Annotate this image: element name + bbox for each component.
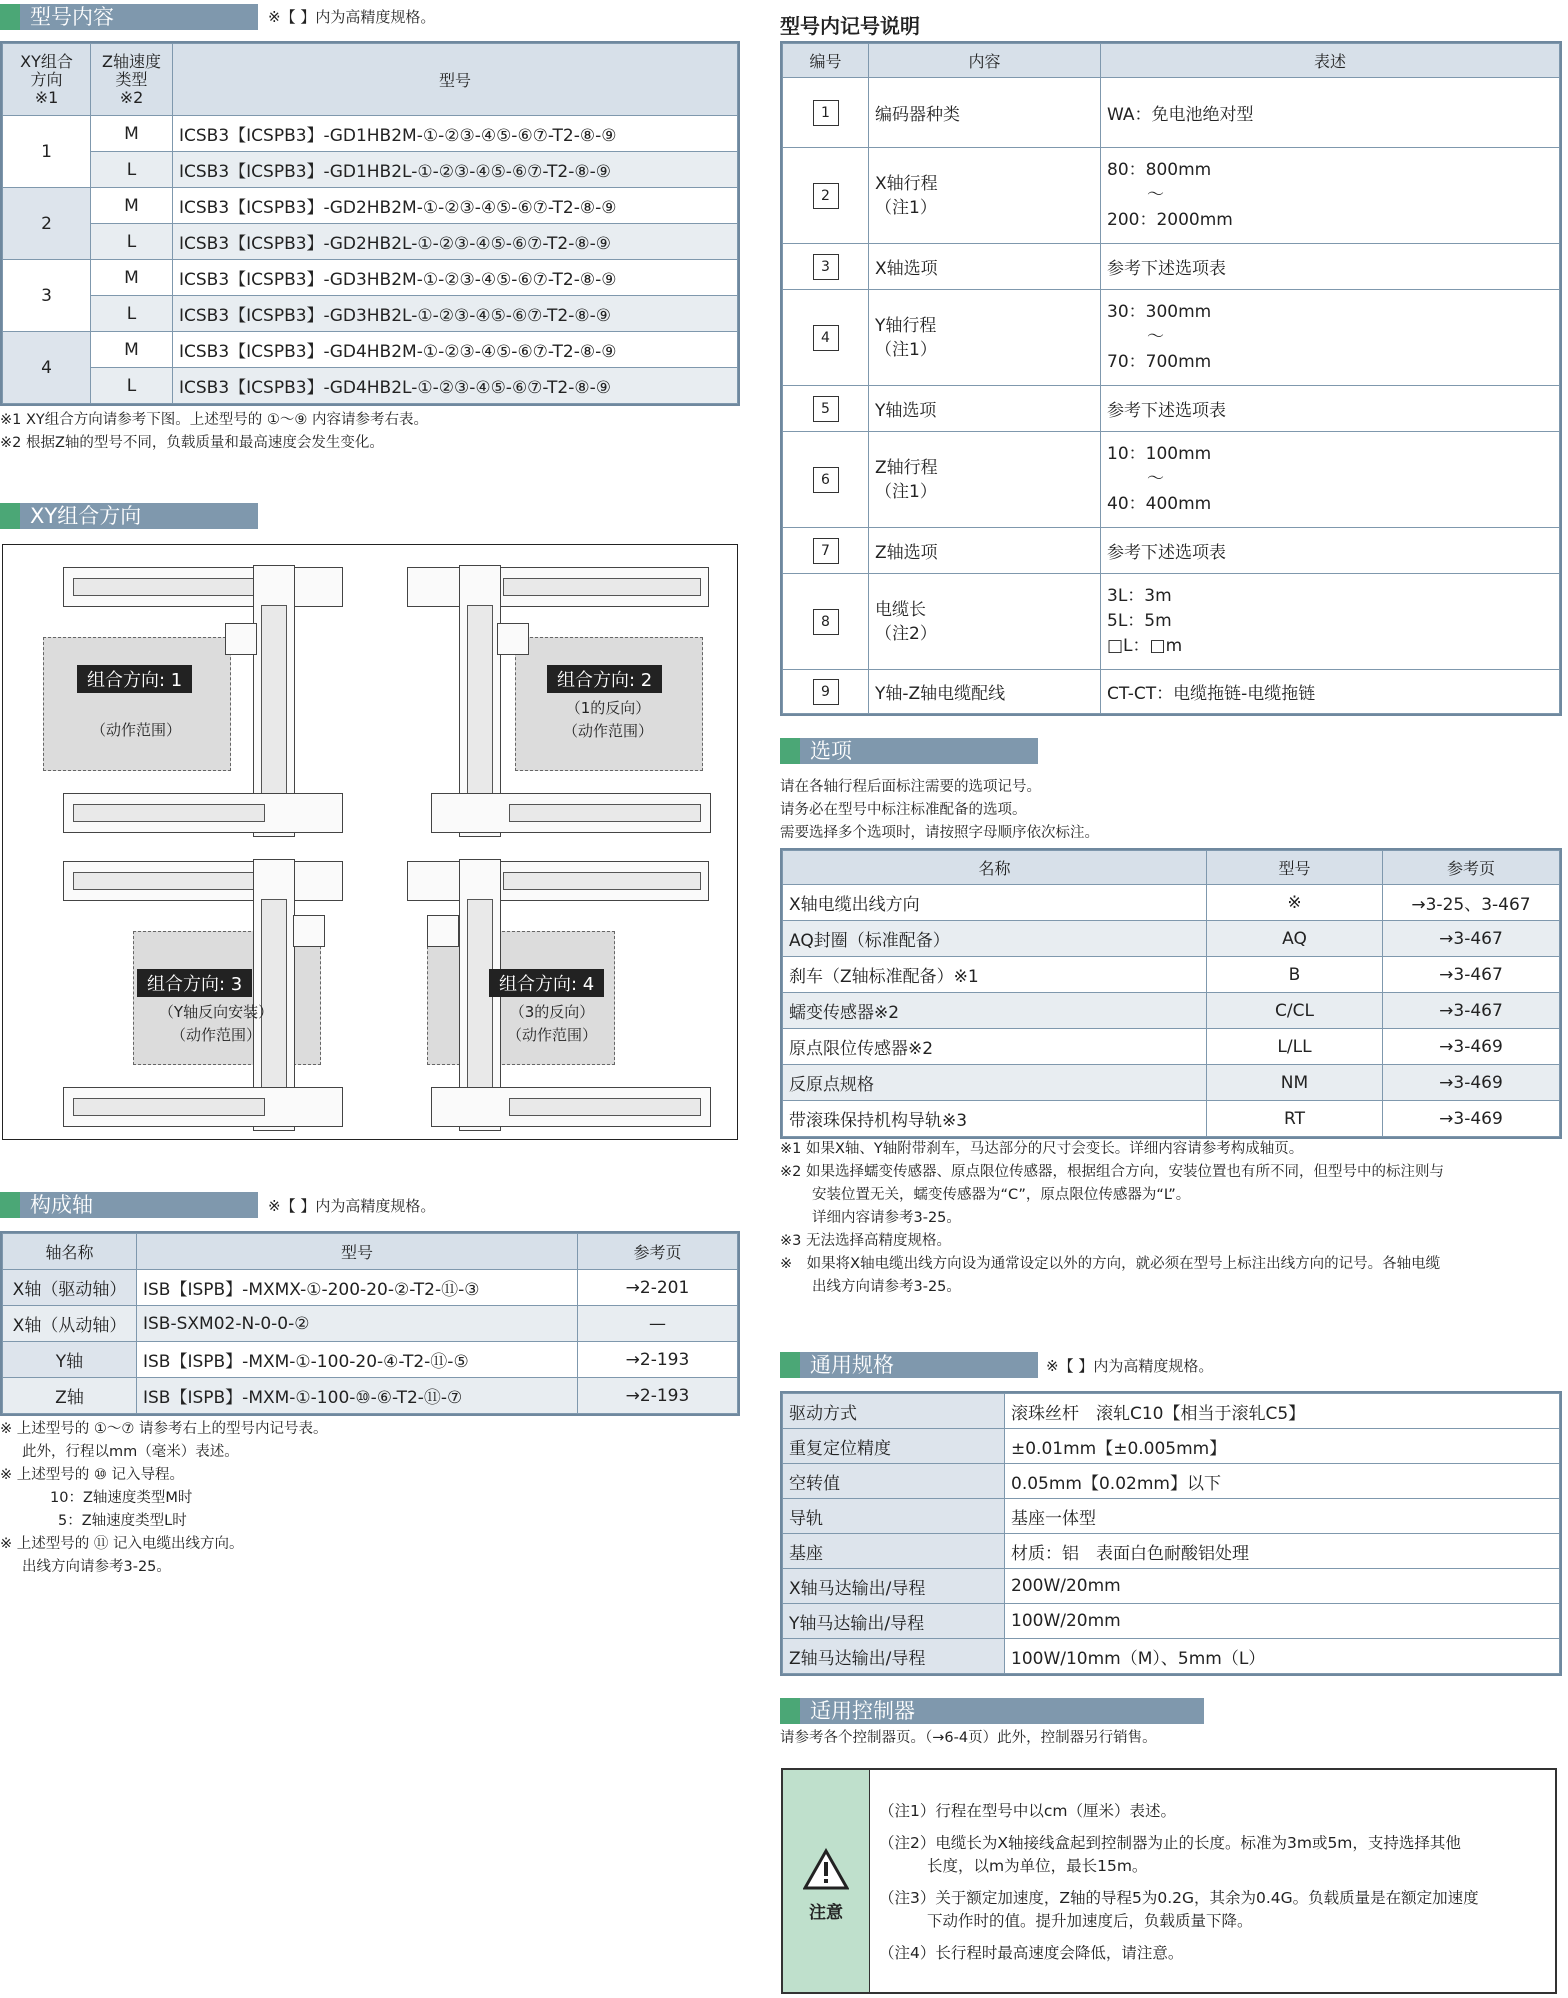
table-row bbox=[783, 148, 1560, 244]
model-code: ICSB3【ICSPB3】-GD1HB2M-①-②③-④⑤-⑥⑦-T2-⑧-⑨ bbox=[173, 116, 738, 152]
model-dir-3: 3 bbox=[3, 260, 91, 332]
spec-key: 重复定位精度 bbox=[783, 1429, 1005, 1464]
option-name: AQ封圈（标准配备） bbox=[783, 921, 1207, 957]
symbol-number: 8 bbox=[813, 609, 839, 635]
symbol-content: Y轴行程 bbox=[875, 315, 937, 336]
axis-page: →2-201 bbox=[578, 1270, 738, 1306]
combo-label-3: 组合方向: 3 bbox=[137, 969, 252, 997]
model-code: ICSB3【ICSPB3】-GD4HB2M-①-②③-④⑤-⑥⑦-T2-⑧-⑨ bbox=[173, 332, 738, 368]
table-row bbox=[783, 1534, 1560, 1569]
symbol-number: 1 bbox=[813, 100, 839, 126]
table-row bbox=[783, 1429, 1560, 1464]
symbol-desc: ～ bbox=[1147, 327, 1164, 347]
symbols-header-no: 编号 bbox=[783, 44, 869, 78]
model-speed: L bbox=[91, 296, 173, 332]
table-row bbox=[783, 1065, 1560, 1101]
options-intro: 请务必在型号中标注标准配备的选项。 bbox=[780, 802, 1027, 818]
table-row bbox=[783, 290, 1560, 386]
symbol-desc: 参考下述选项表 bbox=[1101, 244, 1560, 290]
combo-sub-2a: （1的反向） bbox=[565, 699, 651, 717]
combo-sub-4b: （动作范围） bbox=[506, 1026, 597, 1044]
z-axis-unit bbox=[497, 623, 529, 655]
option-code: RT bbox=[1207, 1101, 1383, 1137]
model-header-code: 型号 bbox=[173, 44, 738, 116]
spec-hp-note: ※【 】内为高精度规格。 bbox=[1046, 1357, 1214, 1375]
symbol-number: 3 bbox=[813, 254, 839, 280]
axis-code: ISB-SXM02-N-0-0-② bbox=[137, 1306, 578, 1342]
symbol-desc: 参考下述选项表 bbox=[1101, 386, 1560, 432]
combo-sub-1: （动作范围） bbox=[90, 721, 181, 739]
table-row bbox=[783, 1569, 1560, 1604]
table-row bbox=[783, 528, 1560, 574]
symbol-desc: 40：400mm bbox=[1107, 494, 1212, 514]
combo-label-2: 组合方向: 2 bbox=[547, 665, 662, 693]
x-axis-rail-bottom-slot bbox=[73, 1098, 265, 1116]
axes-header-code: 型号 bbox=[137, 1234, 578, 1270]
x-axis-rail-slot bbox=[503, 872, 701, 890]
axes-note: ※ 上述型号的 ⑪ 记入电缆出线方向。 bbox=[0, 1536, 244, 1552]
symbol-content-note: （注2） bbox=[875, 623, 937, 644]
y-axis-slot bbox=[261, 899, 287, 1091]
options-intro: 需要选择多个选项时，请按照字母顺序依次标注。 bbox=[780, 825, 1099, 841]
warning-icon bbox=[803, 1848, 849, 1890]
y-axis-slot bbox=[261, 605, 287, 797]
table-row bbox=[783, 432, 1560, 528]
option-name: 反原点规格 bbox=[783, 1065, 1207, 1101]
option-page: →3-25、3-467 bbox=[1383, 885, 1560, 921]
table-row bbox=[783, 78, 1560, 148]
option-page: →3-467 bbox=[1383, 993, 1560, 1029]
spec-key: 基座 bbox=[783, 1534, 1005, 1569]
options-intro: 请在各轴行程后面标注需要的选项记号。 bbox=[780, 779, 1041, 795]
axis-name: Y轴 bbox=[3, 1342, 137, 1378]
caution-box bbox=[781, 1768, 1557, 1994]
table-row bbox=[783, 1394, 1560, 1429]
x-axis-rail-slot bbox=[73, 578, 265, 596]
model-dir-2: 2 bbox=[3, 188, 91, 260]
spec-key: X轴马达输出/导程 bbox=[783, 1569, 1005, 1604]
symbols-table bbox=[782, 43, 1560, 714]
caution-note-4: （注4）长行程时最高速度会降低，请注意。 bbox=[879, 1944, 1184, 1962]
symbol-content-note: （注1） bbox=[875, 197, 937, 218]
symbol-desc: □L：□m bbox=[1107, 636, 1183, 656]
caution-note-3: （注3）关于额定加速度，Z轴的导程5为0.2G，其余为0.4G。负载质量是在额定加速度 bbox=[879, 1889, 1479, 1907]
table-row bbox=[3, 332, 738, 368]
axis-page: →2-193 bbox=[578, 1342, 738, 1378]
caution-note-3b: 下动作时的值。提升加速度后，负载质量下降。 bbox=[927, 1912, 1253, 1930]
caution-note-2: （注2）电缆长为X轴接线盒起到控制器为止的长度。标准为3m或5m，支持选择其他 bbox=[879, 1834, 1461, 1852]
axes-note: 5：Z轴速度类型L时 bbox=[58, 1513, 187, 1529]
combo-sub-2b: （动作范围） bbox=[562, 722, 653, 740]
axis-page: — bbox=[578, 1306, 738, 1342]
option-code: ※ bbox=[1207, 885, 1383, 921]
spec-key: 导轨 bbox=[783, 1499, 1005, 1534]
xy-section-title: XY组合方向 bbox=[0, 503, 258, 529]
symbol-desc: ～ bbox=[1147, 185, 1164, 205]
options-note: ※ 如果将X轴电缆出线方向设为通常设定以外的方向，就必须在型号上标注出线方向的记号。各轴电缆 bbox=[780, 1256, 1441, 1272]
option-code: B bbox=[1207, 957, 1383, 993]
symbol-number: 4 bbox=[813, 325, 839, 351]
x-axis-rail-bottom-slot bbox=[509, 804, 701, 822]
axes-table bbox=[2, 1233, 738, 1414]
symbol-number: 9 bbox=[813, 679, 839, 705]
options-note: 安装位置无关，蠕变传感器为“C”，原点限位传感器为“L”。 bbox=[812, 1187, 1191, 1203]
model-speed: L bbox=[91, 152, 173, 188]
table-row bbox=[3, 1270, 738, 1306]
spec-key: Z轴马达输出/导程 bbox=[783, 1639, 1005, 1674]
caution-note-1: （注1）行程在型号中以cm（厘米）表述。 bbox=[879, 1802, 1176, 1820]
spec-value: 滚珠丝杆 滚轧C10【相当于滚轧C5】 bbox=[1005, 1394, 1560, 1429]
x-axis-rail-slot bbox=[503, 578, 701, 596]
table-row bbox=[783, 1464, 1560, 1499]
model-header-dir: XY组合 方向 ※1 bbox=[3, 44, 91, 116]
model-speed: L bbox=[91, 368, 173, 404]
options-note: ※2 如果选择蠕变传感器、原点限位传感器，根据组合方向，安装位置也有所不同，但型号中的标注则与 bbox=[780, 1164, 1444, 1180]
spec-key: Y轴马达输出/导程 bbox=[783, 1604, 1005, 1639]
symbol-number: 2 bbox=[813, 183, 839, 209]
model-code: ICSB3【ICSPB3】-GD3HB2M-①-②③-④⑤-⑥⑦-T2-⑧-⑨ bbox=[173, 260, 738, 296]
table-row bbox=[3, 368, 738, 404]
model-code: ICSB3【ICSPB3】-GD1HB2L-①-②③-④⑤-⑥⑦-T2-⑧-⑨ bbox=[173, 152, 738, 188]
option-page: →3-467 bbox=[1383, 957, 1560, 993]
axis-name: X轴（驱动轴） bbox=[3, 1270, 137, 1306]
combo-sub-3a: （Y轴反向安装） bbox=[158, 1003, 274, 1021]
axes-section-title: 构成轴 bbox=[0, 1192, 258, 1218]
spec-section-title: 通用规格 bbox=[780, 1352, 1038, 1378]
table-row bbox=[783, 921, 1560, 957]
table-row bbox=[783, 386, 1560, 432]
spec-key: 驱动方式 bbox=[783, 1394, 1005, 1429]
z-axis-unit bbox=[225, 623, 257, 655]
model-code: ICSB3【ICSPB3】-GD4HB2L-①-②③-④⑤-⑥⑦-T2-⑧-⑨ bbox=[173, 368, 738, 404]
table-row bbox=[783, 1499, 1560, 1534]
options-note: ※3 无法选择高精度规格。 bbox=[780, 1233, 951, 1249]
axis-code: ISB【ISPB】-MXM-①-100-⑩-⑥-T2-⑪-⑦ bbox=[137, 1378, 578, 1414]
symbol-content-note: （注1） bbox=[875, 481, 937, 502]
table-row bbox=[3, 1306, 738, 1342]
symbol-desc: 80：800mm bbox=[1107, 160, 1212, 180]
symbol-content: 电缆长 bbox=[875, 599, 926, 620]
model-hp-note: ※【 】内为高精度规格。 bbox=[268, 8, 436, 26]
table-row bbox=[783, 1639, 1560, 1674]
table-row bbox=[783, 1101, 1560, 1137]
table-row bbox=[783, 244, 1560, 290]
model-code: ICSB3【ICSPB3】-GD2HB2L-①-②③-④⑤-⑥⑦-T2-⑧-⑨ bbox=[173, 224, 738, 260]
option-code: C/CL bbox=[1207, 993, 1383, 1029]
option-code: NM bbox=[1207, 1065, 1383, 1101]
options-header-name: 名称 bbox=[783, 851, 1207, 885]
spec-key: 空转值 bbox=[783, 1464, 1005, 1499]
symbol-content: Y轴选项 bbox=[869, 386, 1101, 432]
symbols-header-desc: 表述 bbox=[1101, 44, 1560, 78]
model-speed: L bbox=[91, 224, 173, 260]
spec-value: 100W/10mm（M）、5mm（L） bbox=[1005, 1639, 1560, 1674]
z-axis-unit bbox=[293, 915, 325, 947]
option-code: AQ bbox=[1207, 921, 1383, 957]
spec-table bbox=[782, 1393, 1560, 1674]
symbol-content: X轴行程 bbox=[875, 173, 938, 194]
axis-code: ISB【ISPB】-MXM-①-100-20-④-T2-⑪-⑤ bbox=[137, 1342, 578, 1378]
option-page: →3-469 bbox=[1383, 1029, 1560, 1065]
table-row bbox=[3, 1378, 738, 1414]
symbol-content-note: （注1） bbox=[875, 339, 937, 360]
option-page: →3-467 bbox=[1383, 921, 1560, 957]
symbol-number: 5 bbox=[813, 396, 839, 422]
model-note-1: ※1 XY组合方向请参考下图。上述型号的 ①～⑨ 内容请参考右表。 bbox=[0, 412, 428, 428]
option-name: 蠕变传感器※2 bbox=[783, 993, 1207, 1029]
symbol-number: 6 bbox=[813, 467, 839, 493]
table-row bbox=[783, 670, 1560, 714]
table-row bbox=[3, 224, 738, 260]
caution-note-2b: 长度，以m为单位，最长15m。 bbox=[927, 1857, 1148, 1875]
spec-value: 200W/20mm bbox=[1005, 1569, 1560, 1604]
spec-value: ±0.01mm【±0.005mm】 bbox=[1005, 1429, 1560, 1464]
table-row bbox=[3, 1342, 738, 1378]
z-axis-unit bbox=[427, 915, 459, 947]
option-name: 原点限位传感器※2 bbox=[783, 1029, 1207, 1065]
axes-note: 此外，行程以mm（毫米）表述。 bbox=[22, 1444, 239, 1460]
x-axis-rail-bottom-slot bbox=[509, 1098, 701, 1116]
symbol-desc: 10：100mm bbox=[1107, 444, 1212, 464]
axis-page: →2-193 bbox=[578, 1378, 738, 1414]
table-row bbox=[783, 993, 1560, 1029]
option-code: L/LL bbox=[1207, 1029, 1383, 1065]
symbol-number: 7 bbox=[813, 538, 839, 564]
symbols-header-content: 内容 bbox=[869, 44, 1101, 78]
symbols-title: 型号内记号说明 bbox=[780, 14, 920, 38]
controller-text: 请参考各个控制器页。（→6-4页）此外，控制器另行销售。 bbox=[780, 1730, 1157, 1746]
model-dir-4: 4 bbox=[3, 332, 91, 404]
symbol-desc: 30：300mm bbox=[1107, 302, 1212, 322]
model-table bbox=[2, 43, 738, 404]
axes-header-page: 参考页 bbox=[578, 1234, 738, 1270]
caution-label: 注意 bbox=[809, 1903, 843, 1923]
options-section-title: 选项 bbox=[780, 738, 1038, 764]
model-speed: M bbox=[91, 116, 173, 152]
table-row bbox=[3, 296, 738, 332]
spec-value: 材质：铝 表面白色耐酸铝处理 bbox=[1005, 1534, 1560, 1569]
symbol-desc: 5L：5m bbox=[1107, 611, 1172, 631]
symbol-desc: 70：700mm bbox=[1107, 352, 1212, 372]
symbol-desc: 3L：3m bbox=[1107, 586, 1172, 606]
table-row bbox=[783, 1604, 1560, 1639]
options-header-code: 型号 bbox=[1207, 851, 1383, 885]
table-row bbox=[783, 885, 1560, 921]
model-note-2: ※2 根据Z轴的型号不同，负载质量和最高速度会发生变化。 bbox=[0, 435, 384, 451]
model-header-speed: Z轴速度 类型 ※2 bbox=[91, 44, 173, 116]
table-row bbox=[783, 1029, 1560, 1065]
table-row bbox=[783, 957, 1560, 993]
axes-note: ※ 上述型号的 ①～⑦ 请参考右上的型号内记号表。 bbox=[0, 1421, 328, 1437]
option-name: 带滚珠保持机构导轨※3 bbox=[783, 1101, 1207, 1137]
option-name: X轴电缆出线方向 bbox=[783, 885, 1207, 921]
spec-value: 基座一体型 bbox=[1005, 1499, 1560, 1534]
table-row bbox=[3, 152, 738, 188]
combo-sub-3b: （动作范围） bbox=[170, 1026, 261, 1044]
caution-side bbox=[783, 1770, 870, 1992]
table-row bbox=[3, 260, 738, 296]
symbol-desc: 参考下述选项表 bbox=[1101, 528, 1560, 574]
y-axis-slot bbox=[467, 605, 493, 797]
combo-label-4: 组合方向: 4 bbox=[489, 969, 604, 997]
options-note: ※1 如果X轴、Y轴附带刹车，马达部分的尺寸会变长。详细内容请参考构成轴页。 bbox=[780, 1141, 1304, 1157]
table-row bbox=[3, 188, 738, 224]
option-name: 刹车（Z轴标准配备）※1 bbox=[783, 957, 1207, 993]
model-code: ICSB3【ICSPB3】-GD2HB2M-①-②③-④⑤-⑥⑦-T2-⑧-⑨ bbox=[173, 188, 738, 224]
model-speed: M bbox=[91, 260, 173, 296]
model-dir-1: 1 bbox=[3, 116, 91, 188]
symbol-content: Z轴选项 bbox=[869, 528, 1101, 574]
xy-diagram bbox=[2, 544, 738, 1140]
axes-note: ※ 上述型号的 ⑩ 记入导程。 bbox=[0, 1467, 184, 1483]
x-axis-rail-slot bbox=[73, 872, 265, 890]
symbol-content: Z轴行程 bbox=[875, 457, 938, 478]
symbol-desc: WA：免电池绝对型 bbox=[1107, 105, 1254, 125]
axes-header-name: 轴名称 bbox=[3, 1234, 137, 1270]
table-row bbox=[3, 116, 738, 152]
symbol-content: X轴选项 bbox=[869, 244, 1101, 290]
x-axis-rail-bottom-slot bbox=[73, 804, 265, 822]
model-speed: M bbox=[91, 188, 173, 224]
spec-value: 100W/20mm bbox=[1005, 1604, 1560, 1639]
symbol-content: 编码器种类 bbox=[875, 105, 960, 125]
model-code: ICSB3【ICSPB3】-GD3HB2L-①-②③-④⑤-⑥⑦-T2-⑧-⑨ bbox=[173, 296, 738, 332]
axis-name: X轴（从动轴） bbox=[3, 1306, 137, 1342]
model-section-title: 型号内容 bbox=[0, 4, 258, 30]
options-note: 出线方向请参考3-25。 bbox=[812, 1279, 961, 1295]
table-row bbox=[783, 574, 1560, 670]
option-page: →3-469 bbox=[1383, 1065, 1560, 1101]
motion-range-1 bbox=[43, 637, 231, 771]
controller-section-title: 适用控制器 bbox=[780, 1698, 1204, 1724]
options-header-page: 参考页 bbox=[1383, 851, 1560, 885]
combo-label-1: 组合方向: 1 bbox=[77, 665, 192, 693]
axes-hp-note: ※【 】内为高精度规格。 bbox=[268, 1197, 436, 1215]
axis-code: ISB【ISPB】-MXMX-①-200-20-②-T2-⑪-③ bbox=[137, 1270, 578, 1306]
combo-sub-4a: （3的反向） bbox=[509, 1003, 595, 1021]
symbol-desc: ～ bbox=[1147, 469, 1164, 489]
axis-name: Z轴 bbox=[3, 1378, 137, 1414]
axes-note: 出线方向请参考3-25。 bbox=[22, 1559, 171, 1575]
option-page: →3-469 bbox=[1383, 1101, 1560, 1137]
symbol-desc: CT-CT：电缆拖链-电缆拖链 bbox=[1101, 670, 1560, 714]
axes-note: 10：Z轴速度类型M时 bbox=[50, 1490, 193, 1506]
model-speed: M bbox=[91, 332, 173, 368]
options-table bbox=[782, 850, 1560, 1137]
symbol-content: Y轴-Z轴电缆配线 bbox=[869, 670, 1101, 714]
spec-value: 0.05mm【0.02mm】以下 bbox=[1005, 1464, 1560, 1499]
symbol-desc: 200：2000mm bbox=[1107, 210, 1233, 230]
options-note: 详细内容请参考3-25。 bbox=[812, 1210, 961, 1226]
